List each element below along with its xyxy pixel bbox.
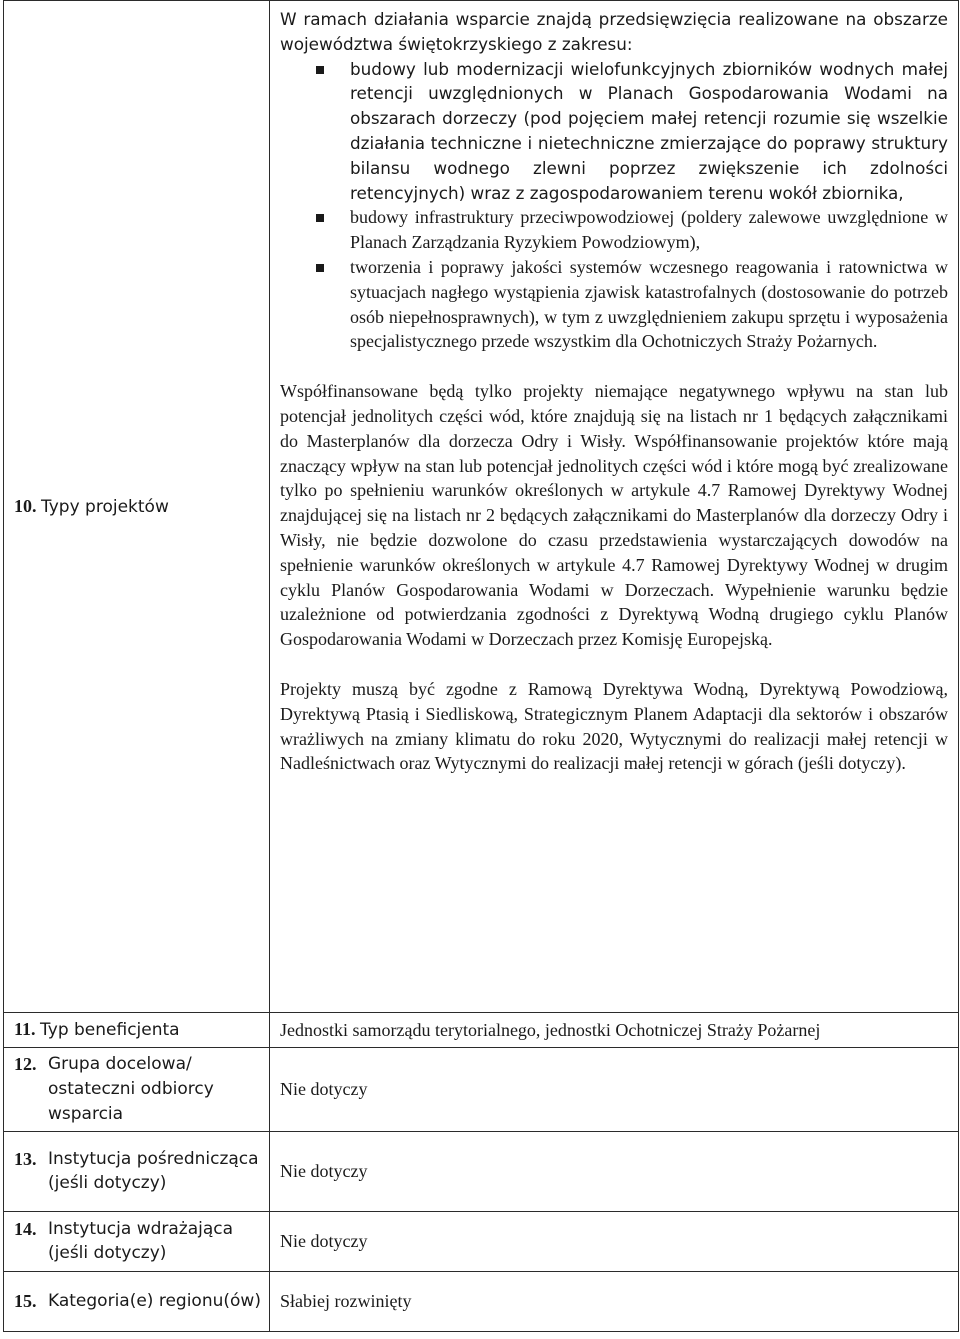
row-number: 12.	[14, 1054, 37, 1075]
list-item	[280, 205, 948, 255]
intro-text: W ramach działania wsparcie znajdą przedsięwzięcia realizowane na obszarze województwa świętokrzyskiego z zakresu:	[280, 9, 948, 54]
list-item-text: budowy infrastruktury przeciwpowodziowej (poldery zalewowe uwzględnione w Planach Zarządzania Ryzykiem Powodziowym),	[350, 207, 948, 253]
bullet-square-icon	[316, 66, 324, 74]
row-number: 13.	[14, 1148, 37, 1169]
row-label-cell	[4, 1211, 270, 1271]
table-row	[4, 1131, 959, 1211]
paragraph-compliance: Projekty muszą być zgodne z Ramową Dyrektywa Wodną, Dyrektywą Powodziową, Dyrektywą Ptasią i Siedliskową, Strategicznym Planem Adaptacji dla sektorów i obszarów wrażliwych na zmiany klimatu do roku 2020, Wytycznymi do realizacji małej retencji w Nadleśnictwach oraz Wytycznymi do realizacji małej retencji w górach (jeśli dotyczy).	[280, 678, 948, 774]
row-label: Instytucja wdrażająca (jeśli dotyczy)	[48, 1218, 234, 1264]
row-label-cell	[4, 1047, 270, 1131]
row-label: Grupa docelowa/ ostateczni odbiorcy wsparcia	[48, 1054, 214, 1124]
row-label: Kategoria(e) regionu(ów)	[48, 1290, 261, 1311]
paragraph-conditions: Współfinansowane będą tylko projekty niemające negatywnego wpływu na stan lub potencjał jednolitych części wód, które znajdują się na listach nr 1 będących załącznikami do Masterplanów dla dorzecza Odry i Wisły. Współfinansowanie projektów które mają znaczący wpływ na stan lub potencjał jednolitych części wód i które mogą być zrealizowane tylko po spełnieniu warunków określonych w artykule 4.7 Ramowej Dyrektywy Wodnej znajdującej się na listach nr 2 będących załącznikami do Masterplanów dla dorzeczy Odry i Wisły, nie będzie dozwolone do czasu przedstawienia wystarczających dowodów na spełnienie warunków określonych w artykule 4.7 Ramowej Dyrektywy Wodnej w drugim cyklu Planów Gospodarowania Wodami w Dorzeczach. Wypełnienie warunku będzie uzależnione od potwierdzania zgodności z Dyrektywą Wodną drugiego cyklu Planów Gospodarowania Wodami w Dorzeczach przez Komisję Europejską.	[280, 381, 948, 650]
table-row	[4, 1047, 959, 1131]
project-type-list	[280, 57, 948, 355]
row-label-cell	[4, 1013, 270, 1048]
bullet-square-icon	[316, 214, 324, 222]
table-row	[4, 1271, 959, 1331]
list-item	[280, 57, 948, 206]
row-content-cell	[270, 1, 959, 1013]
row-label-cell	[4, 1131, 270, 1211]
row-label-cell	[4, 1, 270, 1013]
row-value: Nie dotyczy	[270, 1047, 959, 1131]
row-label-cell	[4, 1271, 270, 1331]
bullet-square-icon	[316, 264, 324, 272]
row-value: Jednostki samorządu terytorialnego, jednostki Ochotniczej Straży Pożarnej	[270, 1013, 959, 1048]
row-value: Słabiej rozwinięty	[270, 1271, 959, 1331]
list-item-text: budowy lub modernizacji wielofunkcyjnych zbiorników wodnych małej retencji uwzględnionych w Planach Gospodarowania Wodami na obszarach dorzeczy (pod pojęciem małej retencji rozumie się wszelkie działania techniczne i nietechniczne zmierzające do poprawy struktury bilansu wodnego zlewni poprzez zwiększenie ich zdolności retencyjnych) wraz z zagospodarowaniem terenu wokół zbiornika,	[350, 58, 948, 203]
row-value: Nie dotyczy	[270, 1211, 959, 1271]
row-value: Nie dotyczy	[270, 1131, 959, 1211]
row-number: 10.	[14, 495, 37, 516]
spacer	[280, 652, 948, 677]
row-number: 14.	[14, 1218, 37, 1239]
table-row	[4, 1013, 959, 1048]
row-label: Typ beneficjenta	[40, 1020, 180, 1040]
list-item-text: tworzenia i poprawy jakości systemów wczesnego reagowania i ratownictwa w sytuacjach nagłego wystąpienia zjawisk katastrofalnych (dostosowanie do potrzeb osób niepełnosprawnych), w tym z uwzględnieniem zakupu sprzętu i wyposażenia specjalistycznego przede wszystkim dla Ochotniczych Straży Pożarnych.	[350, 256, 948, 352]
spacer	[280, 354, 948, 379]
table-row	[4, 1, 959, 1013]
table-row	[4, 1211, 959, 1271]
row-number: 11.	[14, 1019, 36, 1039]
row-label: Instytucja pośrednicząca (jeśli dotyczy)	[48, 1148, 259, 1194]
row-number: 15.	[14, 1290, 37, 1311]
row-label: Typy projektów	[41, 496, 169, 517]
list-item	[280, 255, 948, 354]
project-table	[3, 0, 959, 1332]
